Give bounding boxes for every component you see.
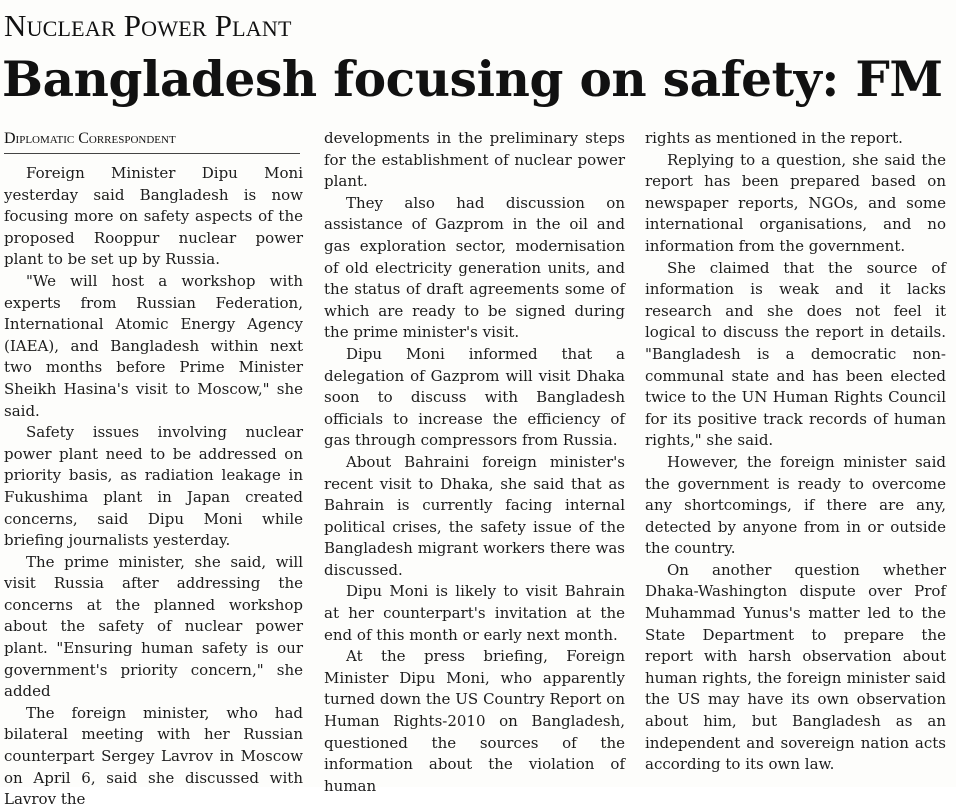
article-column-2 [324, 128, 625, 795]
paragraph: The prime minister, she said, will visit Russia after addressing the concerns at the planned workshop about the safety of nuclear power plant. "Ensuring human safety is our government's priority concern," she added [4, 552, 303, 701]
paragraph: Replying to a question, she said the report has been prepared based on newspaper reports, NGOs, and some international organisations, and no information from the government. [645, 150, 946, 255]
paragraph: At the press briefing, Foreign Minister Dipu Moni, who apparently turned down the US Country Report on Human Rights-2010 on Bangladesh, questioned the sources of the information about the violation of human [324, 647, 625, 795]
paragraph-continued: developments in the preliminary steps for the establishment of nuclear power plant. [324, 129, 625, 191]
article-kicker: Nuclear Power Plant [4, 8, 292, 43]
paragraph: On another question whether Dhaka-Washington dispute over Prof Muhammad Yunus's matter led to the State Department to prepare the report with harsh observation about human rights, the foreign minister said the US may have its own observation about him, but Bangladesh as an independent and sovereign nation acts according to its own law. [645, 560, 946, 774]
article-column-1 [4, 128, 303, 809]
article-byline: Diplomatic Correspondent [4, 128, 300, 154]
paragraph: Dipu Moni informed that a delegation of Gazprom will visit Dhaka soon to discuss with Bangladesh officials to increase the efficiency of gas through compressors from Russia. [324, 344, 625, 450]
paragraph: Foreign Minister Dipu Moni yesterday said Bangladesh is now focusing more on safety aspects of the proposed Rooppur nuclear power plant to be set up by Russia. [4, 164, 303, 269]
paragraph: Safety issues involving nuclear power plant need to be addressed on priority basis, as radiation leakage in Fukushima plant in Japan created concerns, said Dipu Moni while briefing journalists yesterday. [4, 423, 303, 550]
article-column-3 [645, 128, 946, 780]
paragraph: About Bahraini foreign minister's recent visit to Dhaka, she said that as Bahrain is currently facing internal political crises, the safety issue of the Bangladesh migrant workers there was discussed. [324, 452, 625, 579]
paragraph: Dipu Moni is likely to visit Bahrain at her counterpart's invitation at the end of this month or early next month. [324, 582, 625, 644]
paragraph: The foreign minister, who had bilateral meeting with her Russian counterpart Sergey Lavrov in Moscow on April 6, said she discussed with Lavrov the [4, 703, 303, 809]
paragraph: She claimed that the source of information is weak and it lacks research and she does not feel it logical to discuss the report in details. "Bangladesh is a democratic non-communal state and has been elected twice to the UN Human Rights Council for its positive track records of human rights," she said. [645, 258, 946, 450]
paragraph: They also had discussion on assistance of Gazprom in the oil and gas exploration sector, modernisation of old electricity generation units, and the status of draft agreements some of which are ready to be signed during the prime minister's visit. [324, 193, 625, 342]
article-headline: Bangladesh focusing on safety: FM [2, 51, 943, 108]
paragraph: "We will host a workshop with experts from Russian Federation, International Atomic Energy Agency (IAEA), and Bangladesh within next two months before Prime Minister Sheikh Hasina's visit to Moscow," she said. [4, 271, 303, 420]
paragraph: However, the foreign minister said the government is ready to overcome any shortcomings, if there are any, detected by anyone from in or outside the country. [645, 452, 946, 558]
paragraph-continued: rights as mentioned in the report. [645, 129, 903, 147]
